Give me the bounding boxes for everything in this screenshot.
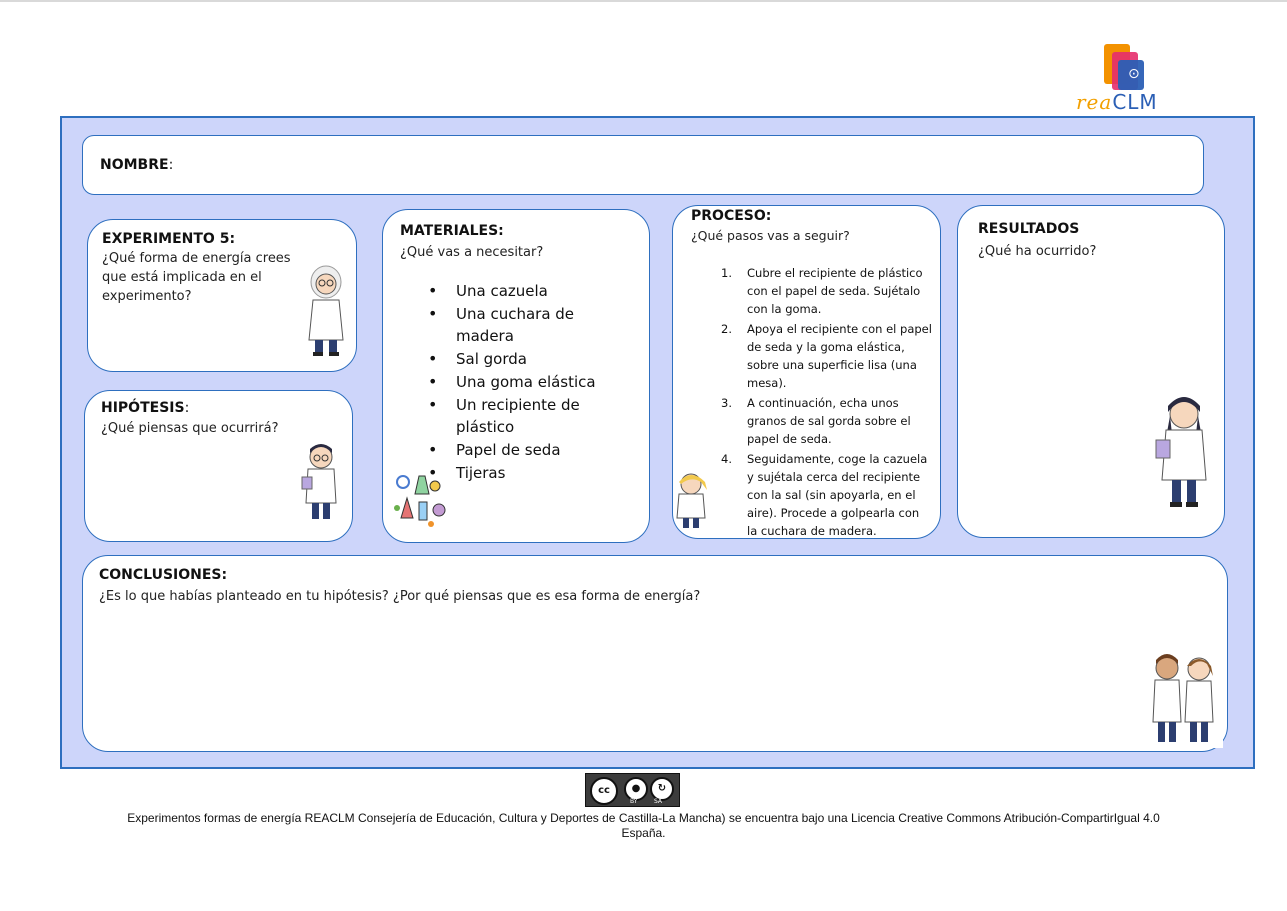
cc-icon: cc xyxy=(590,777,618,805)
conclusions-box xyxy=(82,555,1228,752)
name-box[interactable] xyxy=(82,135,1204,195)
list-item: • Una cuchara de madera xyxy=(428,303,633,347)
list-item: • Una cazuela xyxy=(428,280,633,302)
process-title: PROCESO: xyxy=(691,208,772,224)
name-label: NOMBRE: xyxy=(100,157,174,173)
process-question: ¿Qué pasos vas a seguir? xyxy=(691,228,850,243)
list-item: 4. Seguidamente, coge la cazuela y sujétala cerca del recipiente con la sal (sin apoyarla, en el aire). Procede a golpearla con la cuchara de madera. xyxy=(721,452,928,538)
logo-text: reaCLM xyxy=(1076,90,1158,114)
list-item: • Papel de seda xyxy=(428,439,633,461)
list-item: 2. Apoya el recipiente con el papel de seda y la goma elástica, sobre una superficie lisa (una mesa). xyxy=(721,322,932,390)
license-line-2: España. xyxy=(621,826,666,840)
process-steps xyxy=(715,264,933,542)
list-item: • Un recipiente de plástico xyxy=(428,394,633,438)
two-scientists-illustration xyxy=(1145,652,1223,748)
top-divider xyxy=(0,0,1287,2)
experiment-question: ¿Qué forma de energía crees que está implicada en el experimento? xyxy=(102,251,291,304)
hypothesis-box xyxy=(84,390,353,542)
list-item: • Una goma elástica xyxy=(428,371,633,393)
by-label: BY xyxy=(630,798,638,805)
old-scientist-illustration xyxy=(303,260,349,360)
creative-commons-badge[interactable] xyxy=(585,773,680,807)
results-question: ¿Qué ha ocurrido? xyxy=(978,244,1097,259)
cursor-icon: ⊙ xyxy=(1128,66,1140,82)
list-item: • Tijeras xyxy=(428,462,633,484)
list-item: 3. A continuación, echa unos granos de sal gorda sobre el papel de seda. xyxy=(721,396,911,446)
materials-box xyxy=(382,209,650,543)
hypothesis-title: HIPÓTESIS: xyxy=(101,400,190,416)
hypothesis-question: ¿Qué piensas que ocurrirá? xyxy=(101,421,279,436)
process-box xyxy=(672,205,941,539)
sa-label: SA xyxy=(654,798,663,805)
experiment-box xyxy=(87,219,357,372)
list-item: • Sal gorda xyxy=(428,348,633,370)
girl-scientist-illustration xyxy=(673,472,709,530)
lab-equipment-illustration xyxy=(389,468,451,530)
results-title: RESULTADOS xyxy=(978,221,1080,237)
girl-scientist-clipboard-illustration xyxy=(1154,394,1214,512)
results-box xyxy=(957,205,1225,538)
boy-scientist-illustration xyxy=(300,443,342,525)
share-alike-icon: ↻ xyxy=(650,777,674,801)
list-item: 1. Cubre el recipiente de plástico con el papel de seda. Sujétalo con la goma. xyxy=(721,266,923,316)
experiment-title: EXPERIMENTO 5: xyxy=(102,231,236,247)
conclusions-question: ¿Es lo que habías planteado en tu hipótesis? ¿Por qué piensas que es esa forma de energía? xyxy=(99,589,701,604)
attribution-icon: ● xyxy=(624,777,648,801)
license-line-1: Experimentos formas de energía REACLM Consejería de Educación, Cultura y Deportes de Castilla-La Mancha) se encuentra bajo una Licencia Creative Commons Atribución-CompartirIgual 4.0 xyxy=(127,811,1160,825)
materials-title: MATERIALES: xyxy=(400,223,504,239)
reaclm-logo xyxy=(1072,42,1177,114)
license-text xyxy=(0,811,1287,841)
materials-question: ¿Qué vas a necesitar? xyxy=(400,245,544,260)
materials-list xyxy=(428,280,633,485)
conclusions-title: CONCLUSIONES: xyxy=(99,567,228,583)
